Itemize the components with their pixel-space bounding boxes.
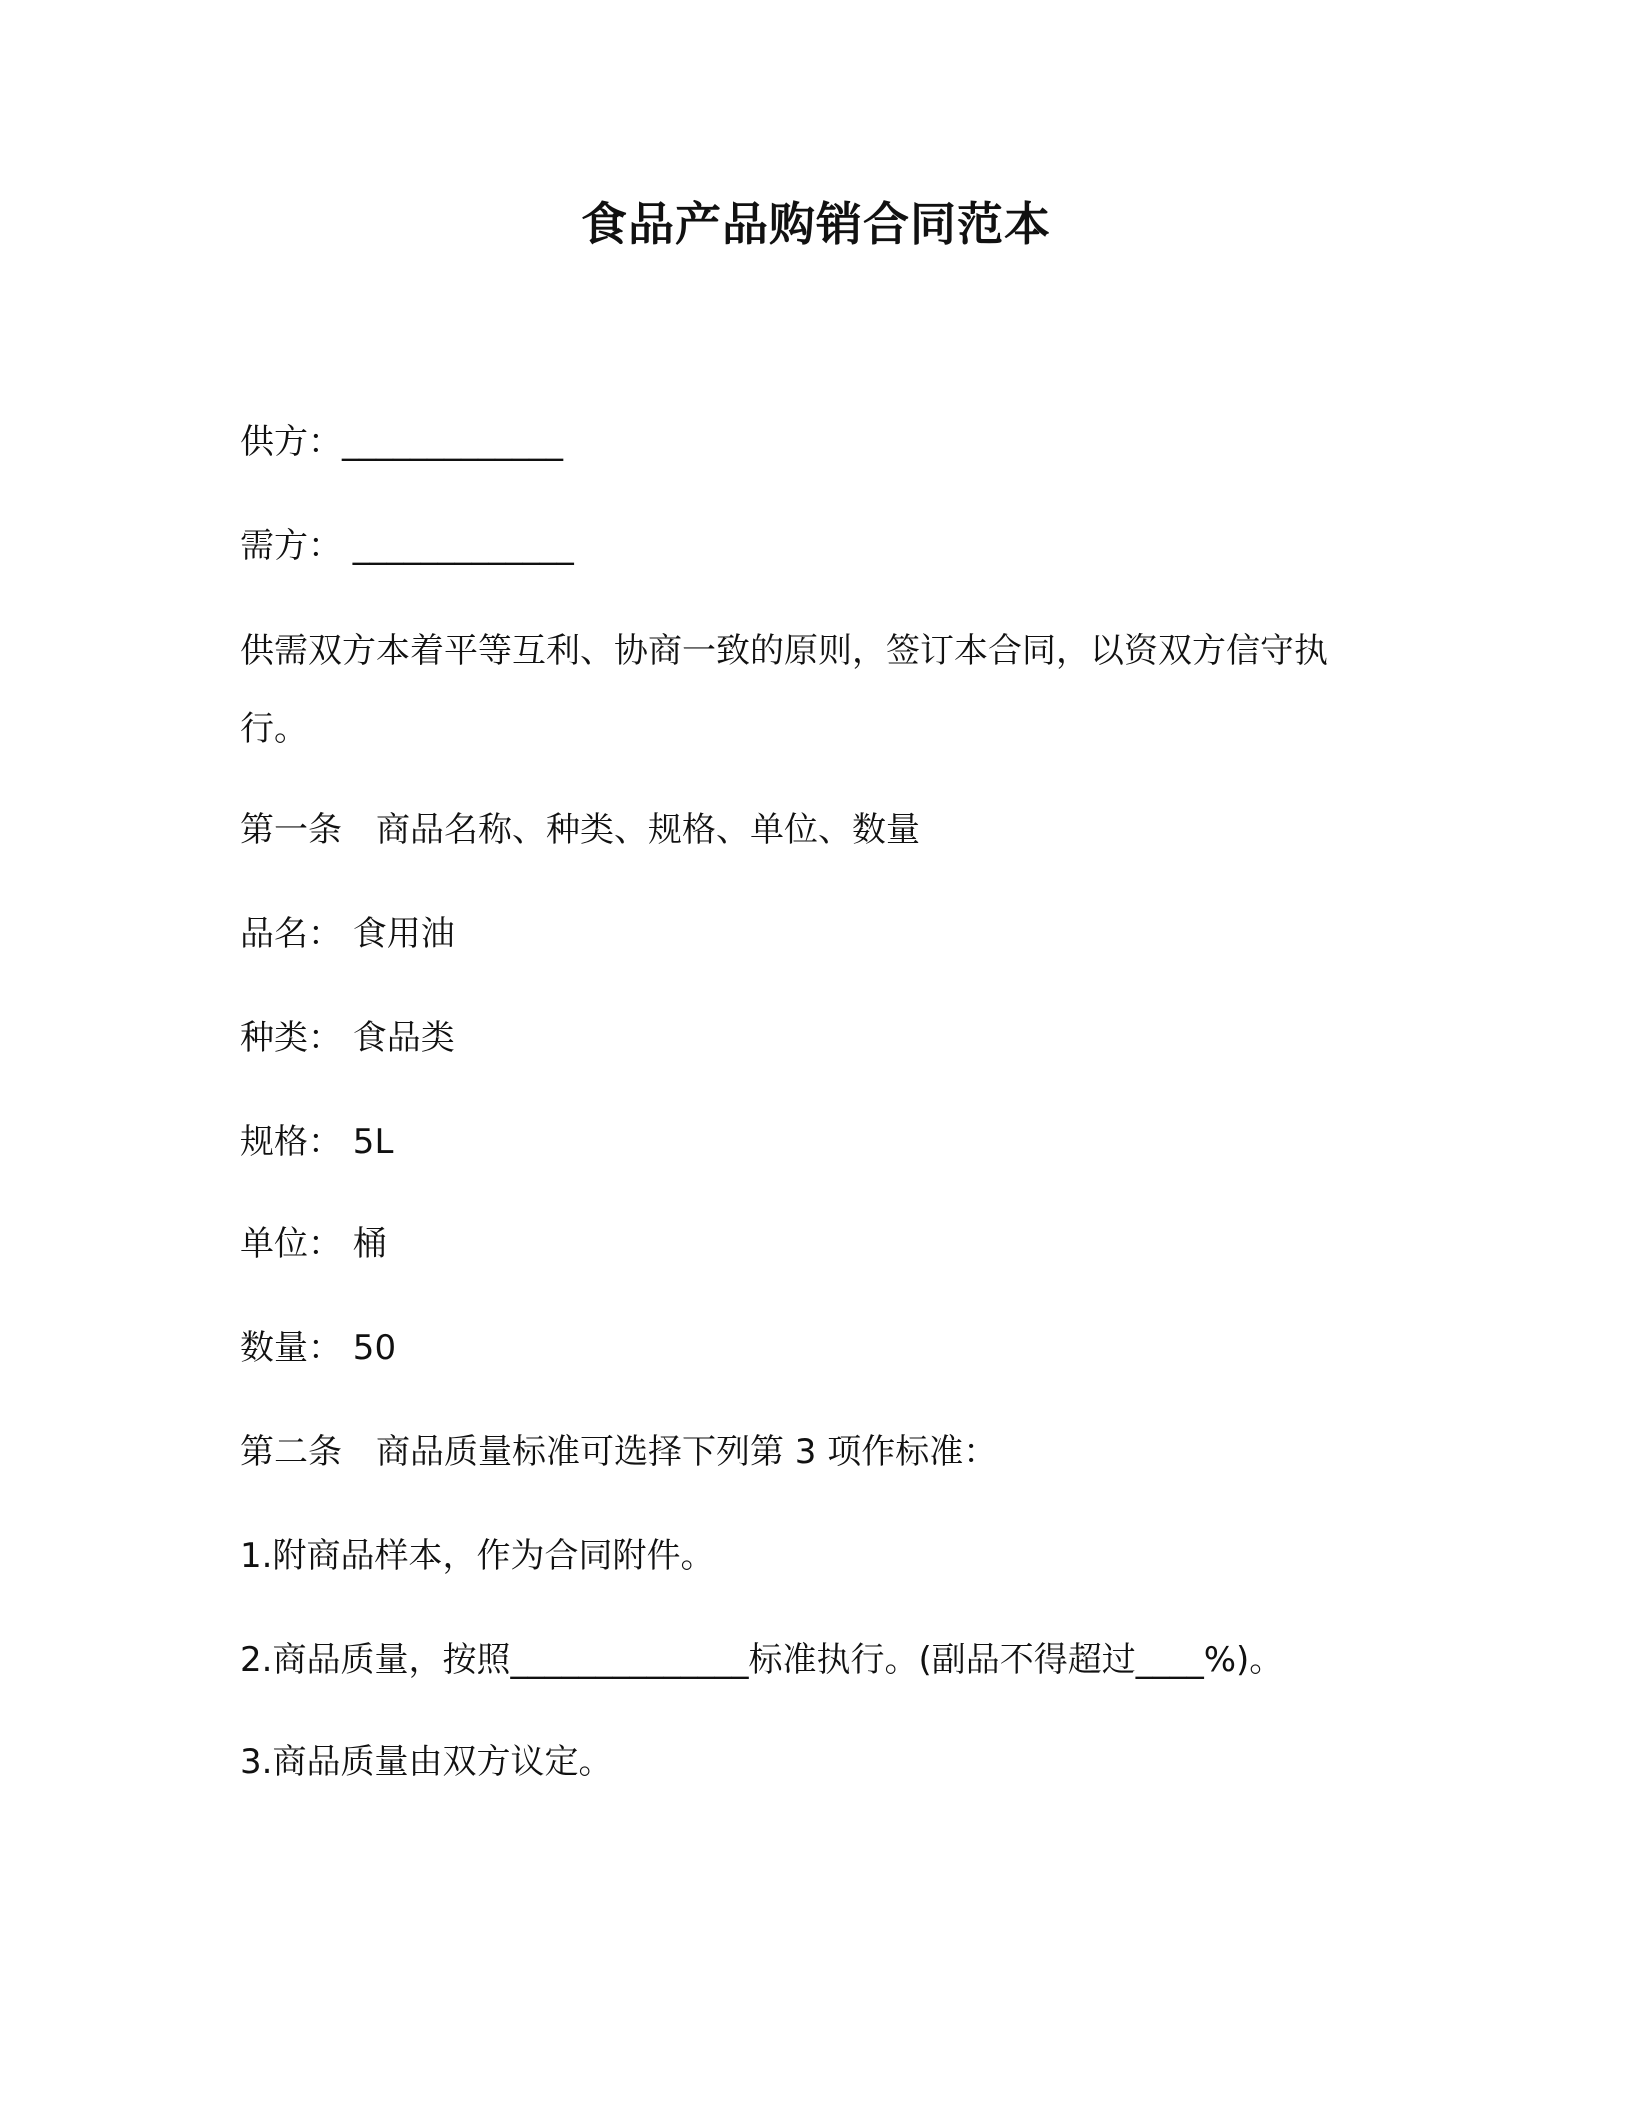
- article-1-heading: 第一条 商品名称、种类、规格、单位、数量: [240, 810, 920, 850]
- quality-item-3: 3.商品质量由双方议定。: [240, 1742, 613, 1782]
- spec-line: 规格： 5L: [240, 1122, 394, 1162]
- quality-item-2: 2.商品质量，按照______________标准执行。(副品不得超过____%)。: [240, 1640, 1284, 1680]
- category-line: 种类： 食品类: [240, 1018, 455, 1058]
- article-2-heading: 第二条 商品质量标准可选择下列第 3 项作标准：: [240, 1432, 998, 1472]
- unit-line: 单位： 桶: [240, 1224, 387, 1264]
- buyer-line: 需方： _____________: [240, 526, 574, 566]
- supplier-line: 供方：_____________: [240, 422, 563, 462]
- quantity-line: 数量： 50: [240, 1328, 397, 1368]
- document-title: 食品产品购销合同范本: [581, 197, 1051, 251]
- preamble-paragraph: 供需双方本着平等互利、协商一致的原则，签订本合同，以资双方信守执行。: [240, 631, 1328, 749]
- product-name-line: 品名： 食用油: [240, 914, 455, 954]
- quality-item-1: 1.附商品样本，作为合同附件。: [240, 1536, 715, 1576]
